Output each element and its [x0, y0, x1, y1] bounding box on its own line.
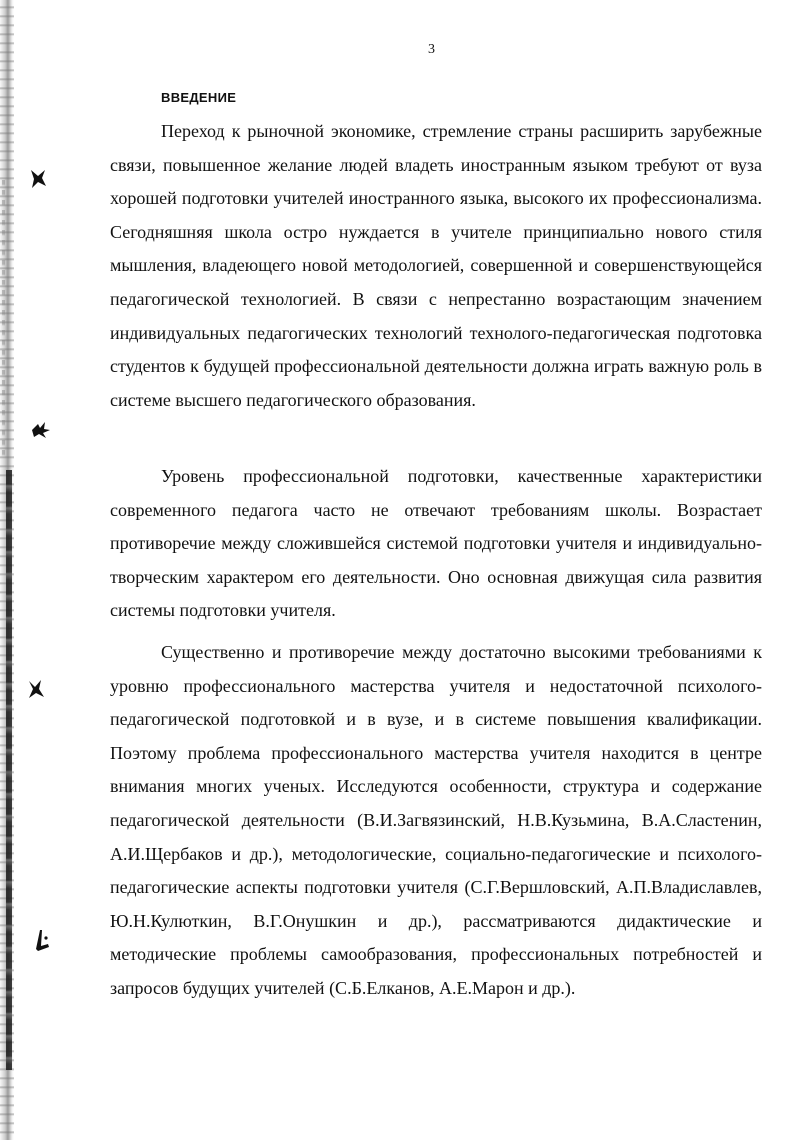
paragraph: Уровень профессиональной подготовки, качественные характеристики современного педагога часто не отвечают требованиям школы. Возрастает противоречие между сложившейся системой подготовки учителя и индивидуально-творческим характером его деятельности. Оно основная движущая сила развития системы подготовки учителя. [110, 466, 762, 621]
paragraph: Существенно и противоречие между достаточно высокими требованиями к уровню профессионального мастерства учителя и недостаточной психолого-педагогической подготовкой и в вузе, и в системе повышения квалификации. Поэтому проблема профессионального мастерства учителя находится в центре внимания многих ученых. Исследуются особенности, структура и содержание педагогической деятельности (В.И.Загвязинский, Н.В.Кузьмина, В.А.Сластенин, А.И.Щербаков и др.), методологические, социально-педагогические и психолого-педагогические аспекты подготовки учителя (С.Г.Вершловский, А.П.Владиславлев, Ю.Н.Кулюткин, В.Г.Онушкин и др.), рассматриваются дидактические и методические проблемы самообразования, профессиональных потребностей и запросов будущих учителей (С.Б.Елканов, А.Е.Марон и др.). [110, 642, 762, 998]
scan-edge-artifact-light [2, 180, 5, 460]
margin-mark-icon [28, 168, 48, 190]
page-number: 3 [428, 42, 435, 57]
section-heading: ВВЕДЕНИЕ [161, 90, 237, 105]
margin-mark-icon [34, 928, 52, 954]
scan-edge-artifact-dark [6, 470, 12, 1070]
margin-mark-icon [26, 678, 46, 700]
margin-mark-icon [30, 420, 52, 440]
paragraph: Переход к рыночной экономике, стремление страны расширить зарубежные связи, повышенное желание людей владеть иностранным языком требуют от вуза хорошей подготовки учителей иностранного языка, высокого их профессионализма. Сегодняшняя школа остро нуждается в учителе принципиально нового стиля мышления, владеющего новой методологией, совершенной и совершенствующейся педагогической технологией. В связи с непрестанно возрастающим значением индивидуальных педагогических технологий технолого-педагогическая подготовка студентов к будущей профессиональной деятельности должна играть важную роль в системе высшего педагогического образования. [110, 121, 762, 410]
